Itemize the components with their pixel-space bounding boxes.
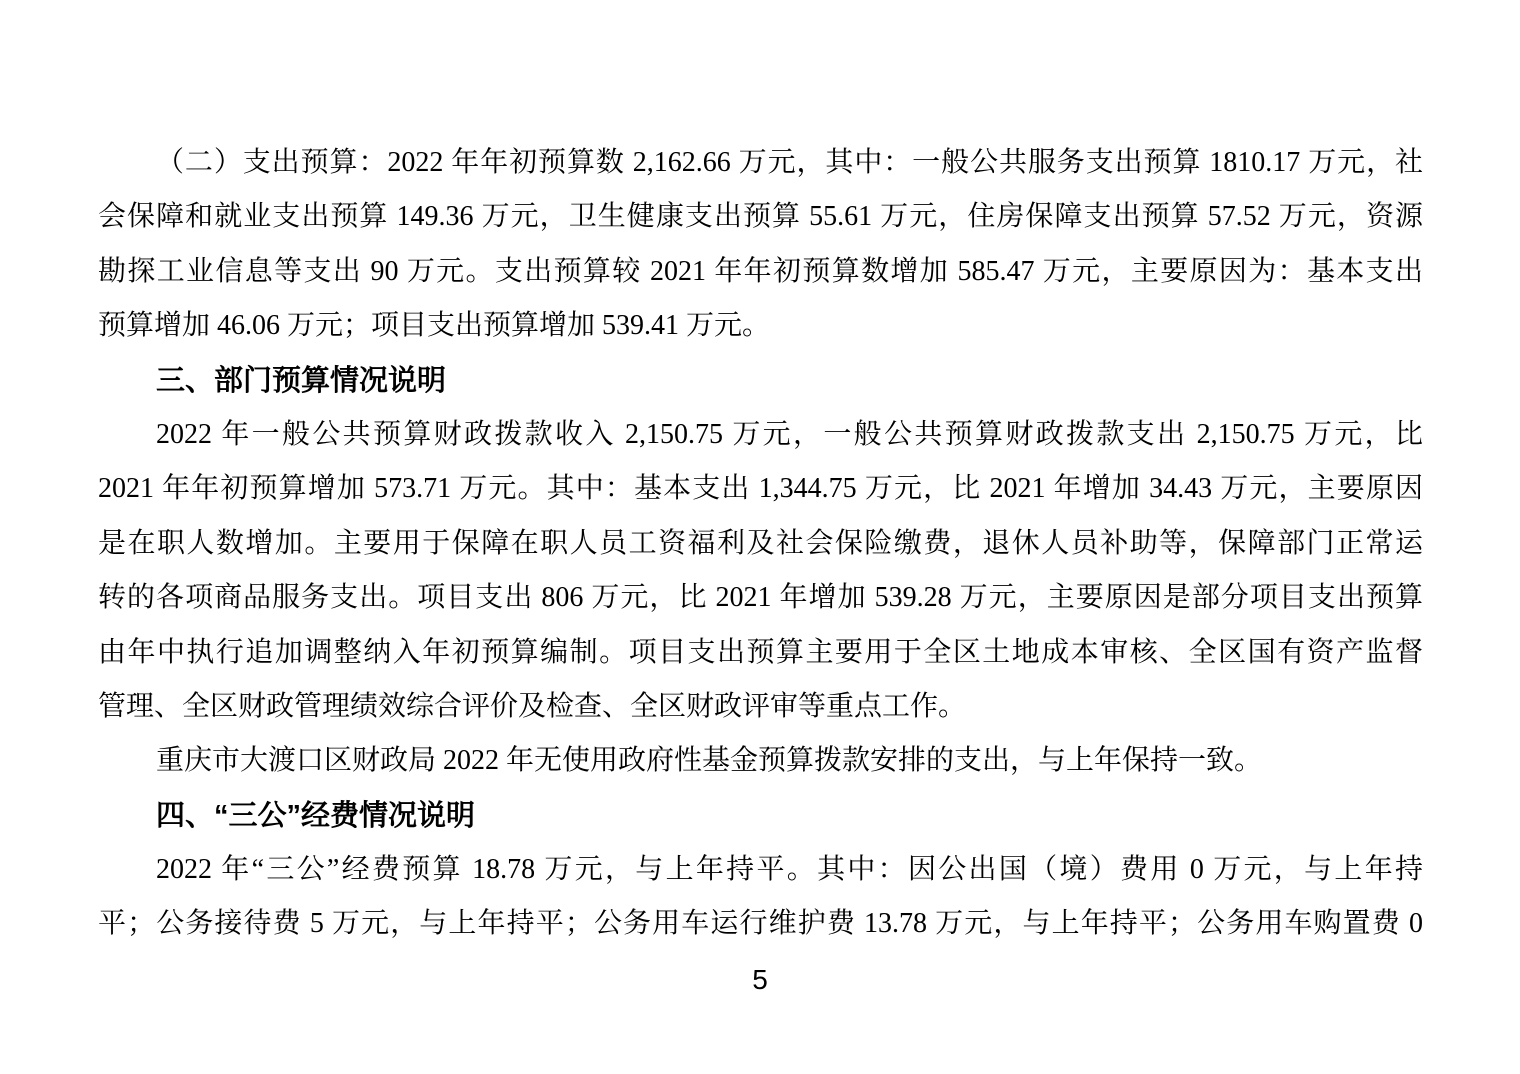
paragraph-government-fund: 重庆市大渡口区财政局 2022 年无使用政府性基金预算拨款安排的支出，与上年保持一致。 <box>156 745 1263 777</box>
paragraph-three-public-expenses: 2022 年“三公”经费预算 18.78 万元，与上年持平。其中：因公出国（境）费用 0 万元，与上年持 <box>156 854 1423 886</box>
paragraph-department-budget-details: 转的各项商品服务支出。项目支出 806 万元，比 2021 年增加 539.28 万元，主要原因是部分项目支出预算 <box>98 582 1423 614</box>
paragraph-expenditure-budget: 预算增加 46.06 万元；项目支出预算增加 539.41 万元。 <box>98 310 771 342</box>
section-heading-three-public-expenses: 四、“三公”经费情况说明 <box>156 799 476 832</box>
paragraph-department-budget-details: 管理、全区财政管理绩效综合评价及检查、全区财政评审等重点工作。 <box>98 690 967 722</box>
document-content <box>98 136 1423 952</box>
paragraph-department-budget-details: 由年中执行追加调整纳入年初预算编制。项目支出预算主要用于全区土地成本审核、全区国有资产监督 <box>98 636 1423 668</box>
section-heading-department-budget: 三、部门预算情况说明 <box>156 364 447 397</box>
page-number: 5 <box>752 964 768 995</box>
paragraph-department-budget-details: 是在职人数增加。主要用于保障在职人员工资福利及社会保险缴费，退休人员补助等，保障部门正常运 <box>98 527 1423 559</box>
page-footer <box>0 964 1520 996</box>
paragraph-three-public-expenses: 平；公务接待费 5 万元，与上年持平；公务用车运行维护费 13.78 万元，与上年持平；公务用车购置费 0 <box>98 908 1423 940</box>
paragraph-department-budget-details: 2022 年一般公共预算财政拨款收入 2,150.75 万元，一般公共预算财政拨款支出 2,150.75 万元，比 <box>156 418 1423 450</box>
paragraph-expenditure-budget: 勘探工业信息等支出 90 万元。支出预算较 2021 年年初预算数增加 585.47 万元，主要原因为：基本支出 <box>98 255 1423 287</box>
paragraph-department-budget-details: 2021 年年初预算增加 573.71 万元。其中：基本支出 1,344.75 万元，比 2021 年增加 34.43 万元，主要原因 <box>98 473 1423 505</box>
paragraph-expenditure-budget: 会保障和就业支出预算 149.36 万元，卫生健康支出预算 55.61 万元，住房保障支出预算 57.52 万元，资源 <box>98 201 1423 233</box>
paragraph-expenditure-budget: （二）支出预算：2022 年年初预算数 2,162.66 万元，其中：一般公共服务支出预算 1810.17 万元，社 <box>156 147 1423 178</box>
